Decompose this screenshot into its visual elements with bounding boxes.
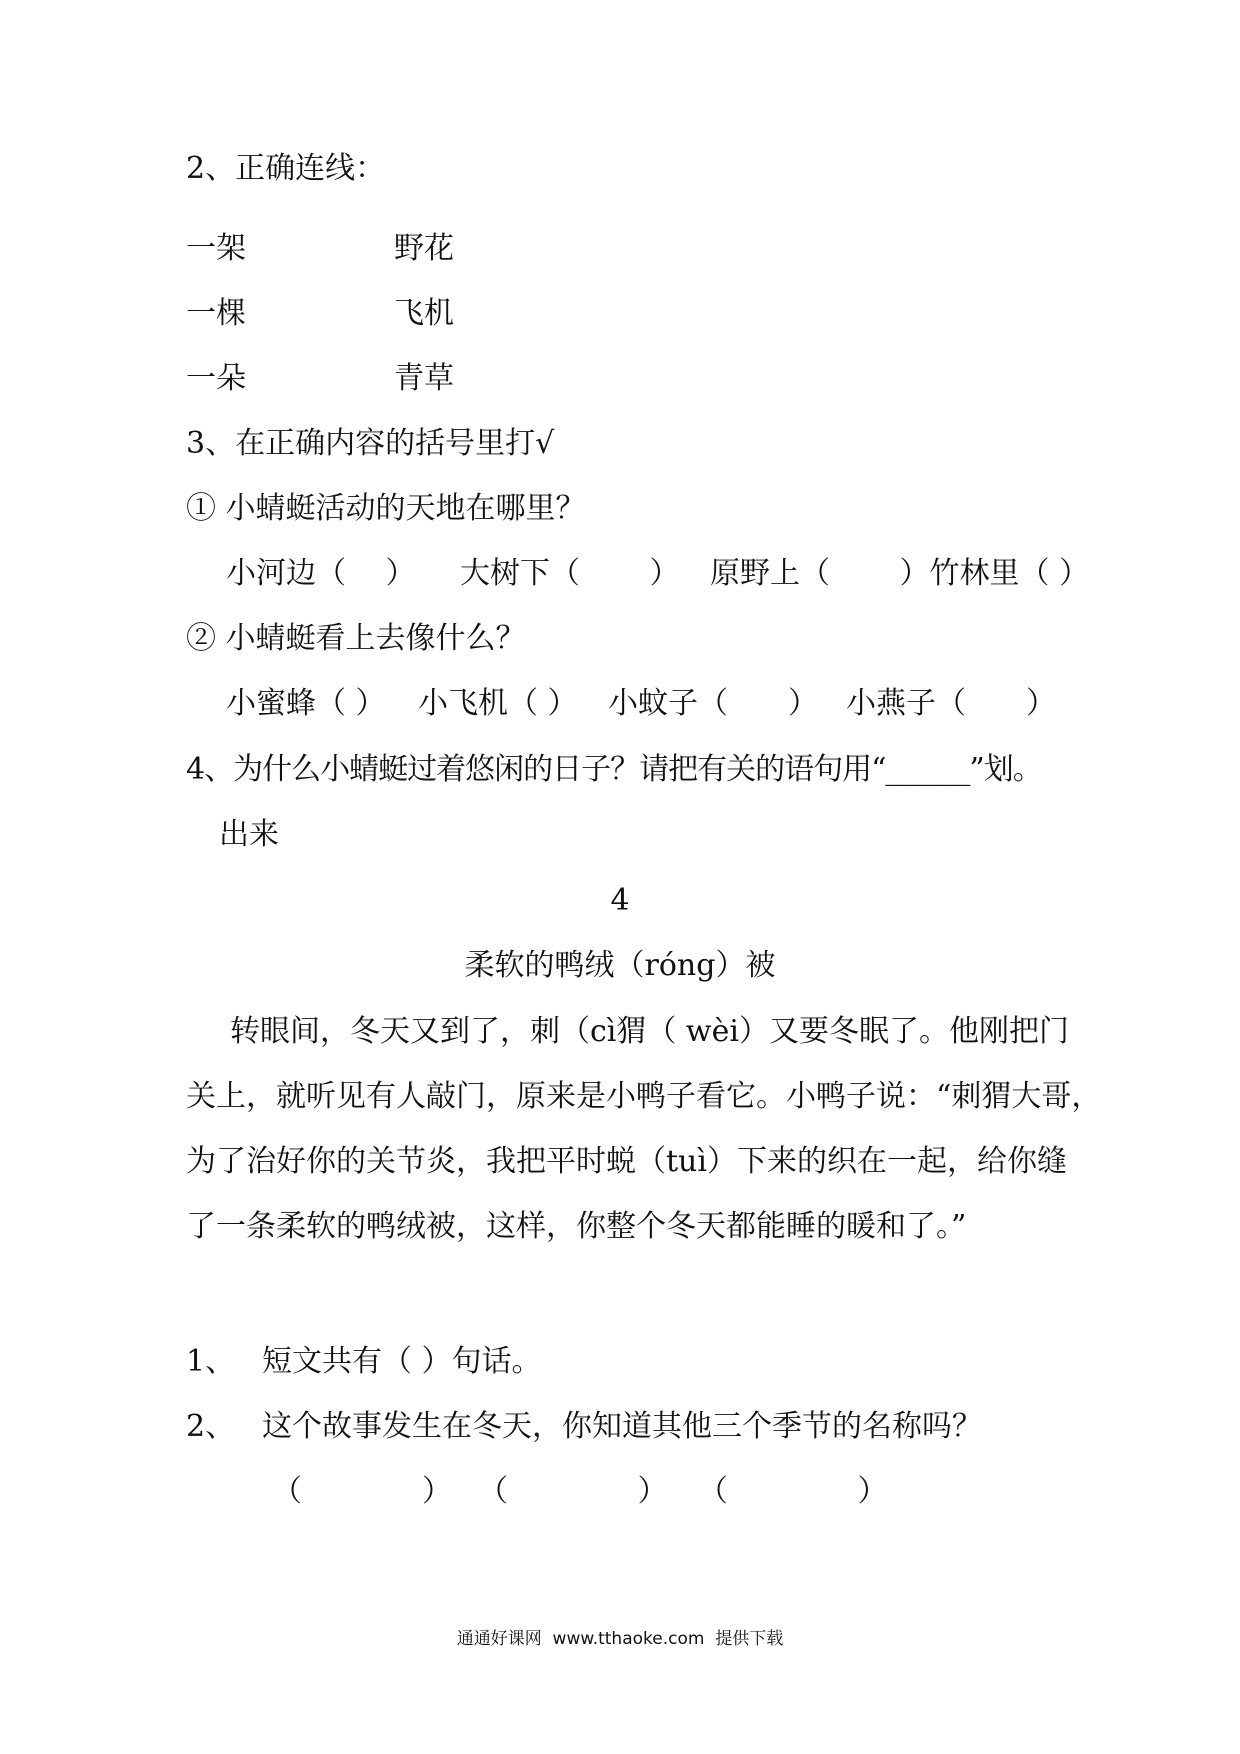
q3-sub1-question: ① 小蜻蜓活动的天地在哪里？: [186, 491, 586, 526]
q3-check-title: 3、在正确内容的括号里打√: [186, 426, 555, 461]
match-left-1: 一架: [186, 231, 246, 266]
passage-line: 为了治好你的关节炎，我把平时蜕（tuì）下来的织在一起，给你缝: [186, 1144, 1067, 1179]
season-blank-2: （ ）: [478, 1474, 668, 1509]
q2-match-title: 2、正确连线：: [186, 151, 386, 186]
match-right-2: 飞机: [394, 296, 454, 331]
story-q1-text: 短文共有（ ）句话。: [262, 1344, 542, 1379]
match-left-3: 一朵: [186, 361, 246, 396]
match-right-1: 野花: [394, 231, 454, 266]
q3-sub2-option-1: 小蜜蜂（ ）: [226, 686, 386, 721]
story-q2-number: 2、: [186, 1409, 236, 1444]
q3-sub2-option-2: 小飞机（ ）: [418, 686, 578, 721]
passage-line: 了一条柔软的鸭绒被，这样，你整个冬天都能睡的暖和了。”: [186, 1209, 967, 1244]
match-left-2: 一棵: [186, 296, 246, 331]
q4-question-continued: 出来: [219, 817, 279, 852]
story-q1-number: 1、: [186, 1344, 236, 1379]
season-blank-1: （ ）: [272, 1474, 452, 1509]
passage-line: 转眼间，冬天又到了，刺（cì猬（ wèi）又要冬眠了。他刚把门: [230, 1014, 1069, 1049]
story-q2-text: 这个故事发生在冬天，你知道其他三个季节的名称吗？: [262, 1409, 982, 1444]
passage-line: 关上，就听见有人敲门，原来是小鸭子看它。小鸭子说：“刺猬大哥，: [186, 1079, 1102, 1114]
section-number: 4: [610, 883, 630, 918]
q3-sub2-question: ② 小蜻蜓看上去像什么？: [186, 621, 526, 656]
match-right-3: 青草: [394, 361, 454, 396]
page-footer: 通通好课网 www.tthaoke.com 提供下载: [456, 1629, 784, 1649]
story-title: 柔软的鸭绒（róng）被: [464, 948, 776, 983]
q3-sub2-option-3: 小蚊子（ ）: [608, 686, 818, 721]
q3-sub1-option-2: 大树下（ ）: [460, 556, 680, 591]
q3-sub1-option-1: 小河边（ ）: [226, 556, 416, 591]
season-blank-3: （ ）: [698, 1474, 888, 1509]
q3-sub1-option-3: 原野上（ ）竹林里（ ）: [710, 556, 1090, 591]
q3-sub2-option-4: 小燕子（ ）: [846, 686, 1056, 721]
q4-question: 4、为什么小蜻蜓过着悠闲的日子？请把有关的语句用“______”划。: [186, 752, 1042, 787]
